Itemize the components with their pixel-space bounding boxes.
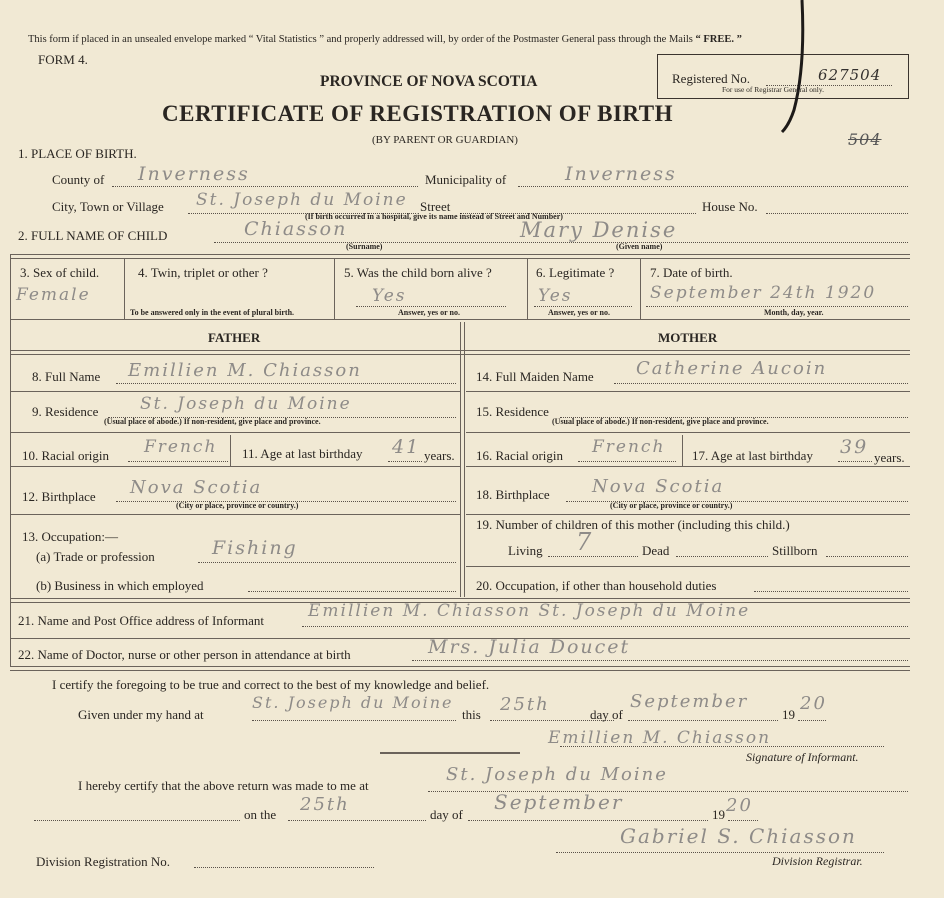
given-under-hand-label: Given under my hand at: [78, 707, 204, 722]
father-occupation-label: 13. Occupation:—: [22, 529, 119, 544]
registrar-year-prefix: 19: [712, 807, 725, 822]
legitimate-value: Yes: [538, 286, 573, 306]
father-residence-label: 9. Residence: [32, 404, 99, 419]
informant-value: Emillien M. Chiasson St. Joseph du Moine: [308, 601, 751, 621]
county-value: Inverness: [138, 163, 250, 185]
registered-number-value: 627504: [818, 66, 882, 84]
mother-heading: MOTHER: [658, 330, 718, 345]
father-name-value: Emillien M. Chiasson: [128, 360, 362, 381]
father-rule-3: [10, 466, 460, 467]
father-rule-1: [10, 391, 460, 392]
row3-divider-4: [640, 258, 641, 319]
mother-age-unit: years.: [874, 450, 905, 465]
informant-signature-caption: Signature of Informant.: [746, 750, 859, 764]
living-value: 7: [576, 528, 594, 556]
attendant-label: 22. Name of Doctor, nurse or other person in attendance at birth: [18, 647, 351, 662]
father-racial-label: 10. Racial origin: [22, 448, 110, 463]
given-day-value: 25th: [500, 694, 550, 715]
certify-statement: I certify the foregoing to be true and correct to the best of my knowledge and belief.: [52, 677, 490, 692]
father-rule-2: [10, 432, 460, 433]
mother-abode-note: (Usual place of abode.) If non-resident, give place and province.: [552, 417, 769, 426]
father-racial-line: [128, 461, 228, 462]
informant-label: 21. Name and Post Office address of Informant: [18, 613, 264, 628]
father-rule-4: [10, 514, 460, 515]
attendant-line: [412, 660, 908, 661]
registrar-day-of-label: day of: [430, 807, 463, 822]
father-age-divider: [230, 435, 231, 466]
mother-rule-4: [466, 514, 910, 515]
born-alive-note: Answer, yes or no.: [398, 308, 461, 317]
mother-name-value: Catherine Aucoin: [636, 358, 828, 379]
registrar-signature: Gabriel S. Chiasson: [620, 824, 857, 848]
row3-bottom-rule: [10, 319, 910, 320]
given-month-value: September: [630, 691, 749, 712]
house-number-label: House No.: [702, 199, 758, 214]
free-label: “ FREE. ”: [695, 34, 742, 45]
birth-date-label: 7. Date of birth.: [650, 265, 733, 280]
hospital-note: (If birth occurred in a hospital, give its name instead of Street and Number): [305, 212, 563, 221]
twin-note: To be answered only in the event of plural birth.: [130, 308, 295, 317]
child-name-line: [214, 242, 908, 243]
left-margin-rule: [10, 254, 11, 666]
sex-label: 3. Sex of child.: [20, 265, 100, 280]
father-trade-label: (a) Trade or profession: [36, 549, 155, 564]
mother-children-label: 19. Number of children of this mother (including this child.): [476, 517, 790, 532]
birth-date-line: [646, 306, 908, 307]
registered-label: Registered No.: [672, 71, 750, 86]
mother-racial-value: French: [592, 437, 666, 457]
born-alive-line: [356, 306, 506, 307]
father-trade-line: [198, 562, 456, 563]
child-name-label: 2. FULL NAME OF CHILD: [18, 228, 168, 243]
given-month-line: [628, 720, 778, 721]
county-line: [112, 186, 418, 187]
row3-divider-2: [334, 258, 335, 319]
mailing-notice-text: This form if placed in an unsealed envelope marked “ Vital Statistics ” and properly addressed will, by order of the Postmaster General pass through the Mails: [28, 34, 693, 45]
father-age-unit: years.: [424, 448, 455, 463]
given-place-line: [252, 720, 456, 721]
registrar-month-line: [468, 820, 708, 821]
mother-racial-line: [578, 461, 676, 462]
mother-occupation-label: 20. Occupation, if other than household duties: [476, 578, 717, 593]
father-age-label: 11. Age at last birthday: [242, 446, 363, 461]
parents-divider: [460, 322, 465, 597]
mother-birthplace-label: 18. Birthplace: [476, 487, 550, 502]
mother-name-label: 14. Full Maiden Name: [476, 369, 594, 384]
mother-rule-2: [466, 432, 910, 433]
house-number-line: [766, 213, 908, 214]
child-given-name-value: Mary Denise: [520, 218, 678, 242]
day-of-label: day of: [590, 707, 623, 722]
mother-rule-3: [466, 466, 910, 467]
living-label: Living: [508, 543, 543, 558]
registrar-left-line: [34, 820, 240, 821]
informant-line: [302, 626, 908, 627]
father-name-label: 8. Full Name: [32, 369, 101, 384]
legitimate-note: Answer, yes or no.: [548, 308, 611, 317]
street-label: Street: [420, 199, 451, 214]
father-racial-value: French: [144, 437, 218, 457]
given-name-caption: (Given name): [616, 242, 663, 251]
informant-bottom-rule: [10, 666, 910, 671]
given-place-value: St. Joseph du Moine: [252, 693, 454, 712]
registrar-day-line: [288, 820, 426, 821]
mother-age-line: [838, 461, 872, 462]
registrar-day-value: 25th: [300, 794, 350, 815]
registrar-certify-label: I hereby certify that the above return was made to me at: [78, 778, 369, 793]
province-heading: PROVINCE OF NOVA SCOTIA: [320, 73, 538, 90]
born-alive-value: Yes: [372, 286, 407, 306]
municipality-value: Inverness: [565, 163, 677, 185]
father-abode-note: (Usual place of abode.) If non-resident, give place and province.: [104, 417, 321, 426]
sex-value: Female: [16, 285, 91, 305]
informant-signature: Emillien M. Chiasson: [548, 728, 772, 748]
mother-age-divider: [682, 435, 683, 466]
parents-heading-rule: [10, 350, 910, 355]
mother-birthplace-value: Nova Scotia: [592, 476, 725, 497]
father-heading: FATHER: [208, 330, 261, 345]
mother-name-line: [614, 383, 908, 384]
father-birthplace-value: Nova Scotia: [130, 477, 263, 498]
registrar-year-value: 20: [726, 795, 753, 816]
mother-age-label: 17. Age at last birthday: [692, 448, 813, 463]
legitimate-line: [534, 306, 632, 307]
father-age-line: [388, 461, 422, 462]
father-trade-value: Fishing: [212, 537, 298, 559]
given-year-line: [798, 720, 826, 721]
born-alive-label: 5. Was the child born alive ?: [344, 265, 492, 280]
mother-rule-1: [466, 391, 910, 392]
surname-caption: (Surname): [346, 242, 383, 251]
father-business-line: [248, 591, 456, 592]
father-age-value: 41: [392, 436, 421, 458]
registrar-use-note: For use of Registrar General only.: [722, 85, 824, 94]
father-birthplace-label: 12. Birthplace: [22, 489, 96, 504]
father-birthplace-note: (City or place, province or country.): [176, 501, 299, 510]
birth-date-note: Month, day, year.: [764, 308, 824, 317]
father-residence-value: St. Joseph du Moine: [140, 394, 352, 414]
twin-label: 4. Twin, triplet or other ?: [138, 265, 268, 280]
mother-occupation-line: [754, 591, 908, 592]
row3-divider-1: [124, 258, 125, 319]
stillborn-label: Stillborn: [772, 543, 818, 558]
page-title: CERTIFICATE OF REGISTRATION OF BIRTH: [162, 101, 673, 126]
county-label: County of: [52, 172, 105, 187]
mother-birthplace-note: (City or place, province or country.): [610, 501, 733, 510]
father-name-line: [116, 383, 456, 384]
corner-number: 504: [848, 130, 882, 149]
informant-signature-line: [560, 746, 884, 747]
attendant-value: Mrs. Julia Doucet: [428, 636, 631, 658]
mother-racial-label: 16. Racial origin: [476, 448, 564, 463]
registrar-signature-line: [556, 852, 884, 853]
mother-rule-5: [466, 566, 910, 567]
place-of-birth-heading: 1. PLACE OF BIRTH.: [18, 146, 137, 161]
dead-label: Dead: [642, 543, 670, 558]
this-label: this: [462, 707, 481, 722]
birth-date-value: September 24th 1920: [650, 283, 877, 303]
given-year-prefix: 19: [782, 707, 795, 722]
registrar-place-value: St. Joseph du Moine: [446, 764, 668, 785]
given-year-value: 20: [800, 693, 827, 714]
mailing-notice: [28, 34, 742, 45]
living-line: [548, 556, 638, 557]
legitimate-label: 6. Legitimate ?: [536, 265, 615, 280]
page-subtitle: (BY PARENT OR GUARDIAN): [372, 134, 518, 146]
mother-residence-label: 15. Residence: [476, 404, 549, 419]
city-label: City, Town or Village: [52, 199, 164, 214]
row3-top-rule: [10, 254, 910, 259]
municipality-line: [518, 186, 908, 187]
municipality-label: Municipality of: [425, 172, 507, 187]
dead-line: [676, 556, 768, 557]
division-registrar-caption: Division Registrar.: [772, 854, 863, 868]
city-value: St. Joseph du Moine: [196, 190, 408, 210]
signature-separator: [380, 752, 520, 754]
registrar-month-value: September: [494, 790, 624, 814]
on-the-label: on the: [244, 807, 277, 822]
division-registration-line: [194, 867, 374, 868]
mother-age-value: 39: [840, 436, 869, 458]
stillborn-line: [826, 556, 908, 557]
form-number: FORM 4.: [38, 52, 88, 67]
father-business-label: (b) Business in which employed: [36, 578, 204, 593]
pen-stroke-mark: [780, 0, 810, 140]
division-registration-label: Division Registration No.: [36, 854, 170, 869]
registrar-year-line: [728, 820, 758, 821]
child-surname-value: Chiasson: [244, 218, 348, 240]
row3-divider-3: [527, 258, 528, 319]
